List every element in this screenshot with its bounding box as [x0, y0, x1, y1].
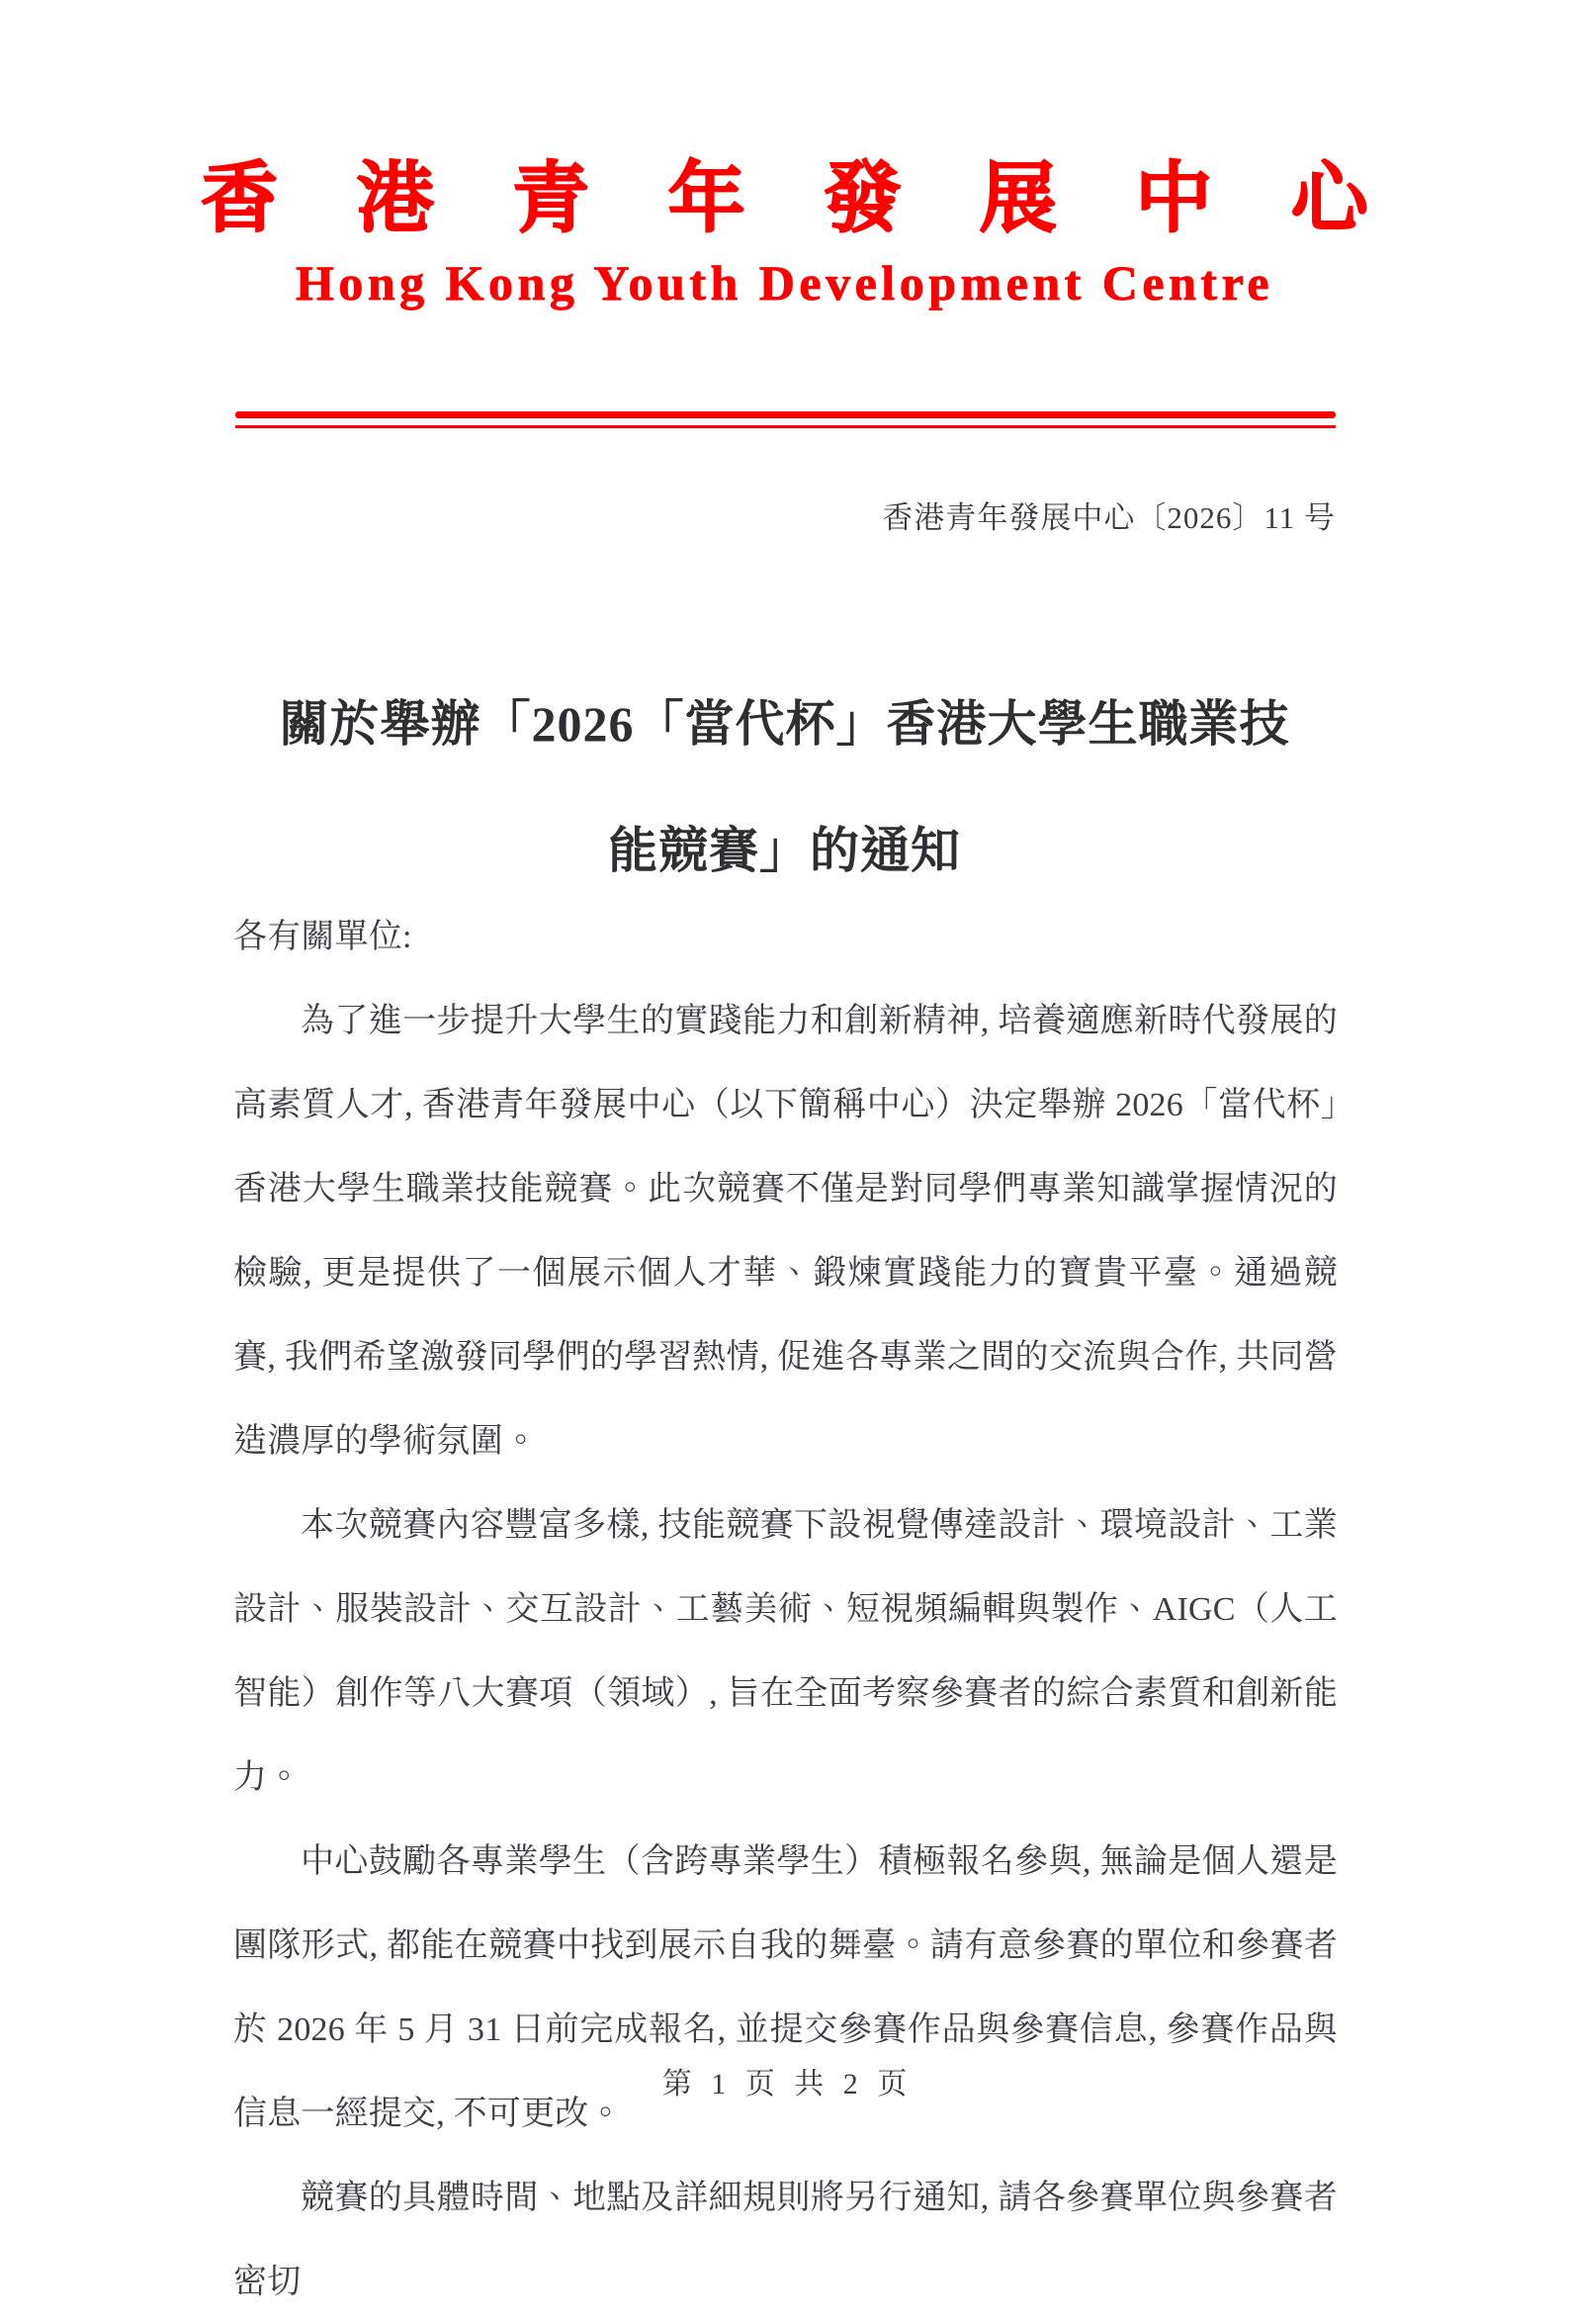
document-number: 香港青年發展中心〔2026〕11 号 — [882, 500, 1336, 535]
body-paragraph-2: 本次競賽內容豐富多樣, 技能競賽下設視覺傳達設計、環境設計、工業設計、服裝設計、交互設計、工藝美術、短視頻編輯與製作、AIGC（人工智能）創作等八大賽項（領域）, 旨在全面考察參賽者的綜合素質和創新能力。 — [233, 1507, 1338, 1796]
letterhead-rule-thick — [235, 411, 1336, 418]
body-paragraph-4: 競賽的具體時間、地點及詳細規則將另行通知, 請各參賽單位與參賽者密切 — [233, 2180, 1338, 2300]
page-title-line-1: 關於舉辦「2026「當代杯」香港大學生職業技 — [279, 696, 1290, 752]
body-paragraph-3: 中心鼓勵各專業學生（含跨專業學生）積極報名參與, 無論是個人還是團隊形式, 都能在競賽中找到展示自我的舞臺。請有意參賽的單位和參賽者於 2026 年 5 月 31 日前完成報名, 並提交參賽作品與參賽信息, 參賽作品與信息一經提交, 不可更改。 — [233, 1843, 1338, 2132]
page-title — [233, 661, 1336, 914]
letterhead-rules — [235, 411, 1336, 428]
organization-name-chinese: 香 港 青 年 發 展 中 心 — [201, 155, 1398, 241]
page-number-footer: 第 1 页 共 2 页 — [661, 2068, 914, 2101]
organization-name-english: Hong Kong Youth Development Centre — [295, 254, 1274, 311]
body-paragraph-1: 為了進一步提升大學生的實踐能力和創新精神, 培養適應新時代發展的高素質人才, 香港青年發展中心（以下簡稱中心）決定舉辦 2026「當代杯」香港大學生職業技能競賽。此次競賽不僅是對同學們專業知識掌握情況的檢驗, 更是提供了一個展示個人才華、鍛煉實踐能力的寶貴平臺。通過競賽, 我們希望激發同學們的學習熱情, 促進各專業之間的交流與合作, 共同營造濃厚的學術氛圍。 — [233, 1003, 1338, 1460]
page-title-line-2: 能競賽」的通知 — [608, 823, 961, 878]
letterhead — [0, 155, 1569, 313]
letterhead-rule-thin — [235, 425, 1336, 428]
salutation: 各有關單位: — [233, 919, 412, 955]
document-body — [233, 895, 1338, 2324]
